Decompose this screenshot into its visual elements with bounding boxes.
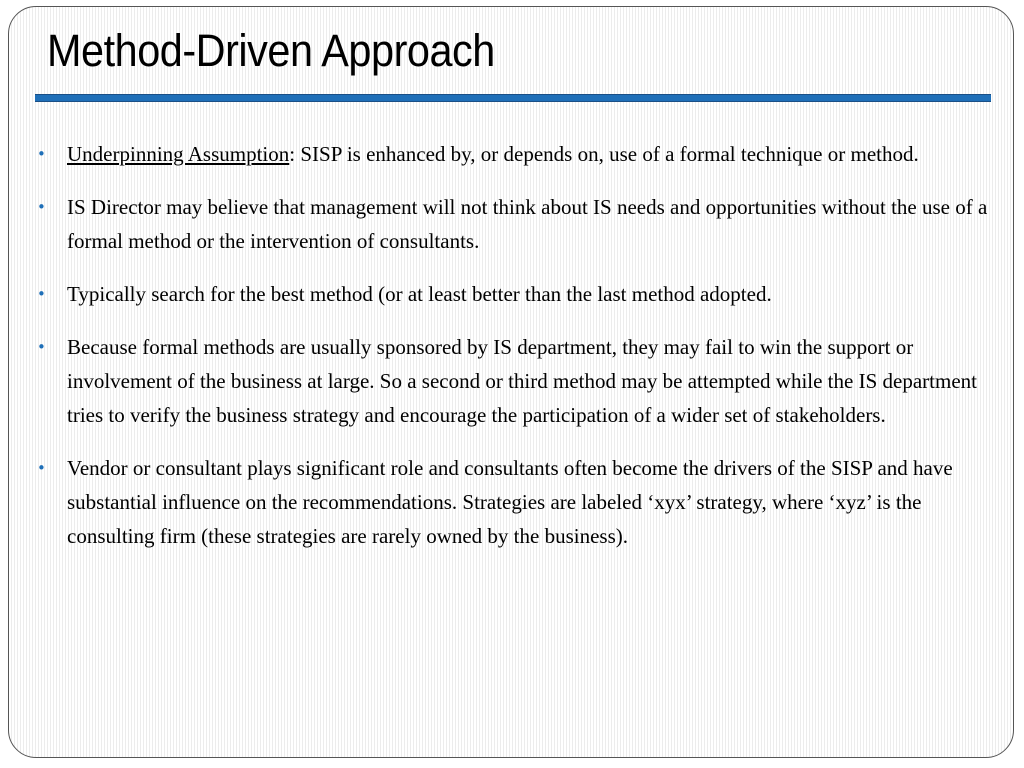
title-underline-bar (35, 94, 991, 102)
bullet-icon: • (37, 459, 46, 477)
bullet-icon: • (37, 338, 46, 356)
slide-title: Method-Driven Approach (47, 25, 495, 76)
bullet-item-best-method (33, 277, 993, 311)
bullet-term-underpinning-assumption: Underpinning Assumption (67, 142, 290, 166)
bullet-icon: • (37, 285, 46, 303)
bullet-text: Vendor or consultant plays significant role and consultants often become the drivers of the SISP and have substantial influence on the recommendations. Strategies are labeled ‘xyx’ strategy, where ‘xyz’ is the consulting firm (these strategies are rarely owned by the business). (67, 456, 953, 548)
bullet-text: Because formal methods are usually sponsored by IS department, they may fail to win the support or involvement of the business at large. So a second or third method may be attempted while the IS department tries to verify the business strategy and encourage the participation of a wider set of stakeholders. (67, 335, 977, 427)
bullet-icon: • (37, 145, 46, 163)
bullet-list (33, 137, 993, 572)
bullet-text: IS Director may believe that management will not think about IS needs and opportunities without the use of a formal method or the intervention of consultants. (67, 195, 988, 253)
bullet-icon: • (37, 198, 46, 216)
bullet-item-formal-methods (33, 330, 993, 432)
bullet-item-vendor-consultant (33, 451, 993, 553)
slide (8, 6, 1014, 758)
bullet-item-underpinning-assumption (33, 137, 993, 171)
bullet-text: Typically search for the best method (or at least better than the last method adopted. (67, 282, 772, 306)
bullet-item-is-director (33, 190, 993, 258)
bullet-text: : SISP is enhanced by, or depends on, use of a formal technique or method. (289, 142, 919, 166)
